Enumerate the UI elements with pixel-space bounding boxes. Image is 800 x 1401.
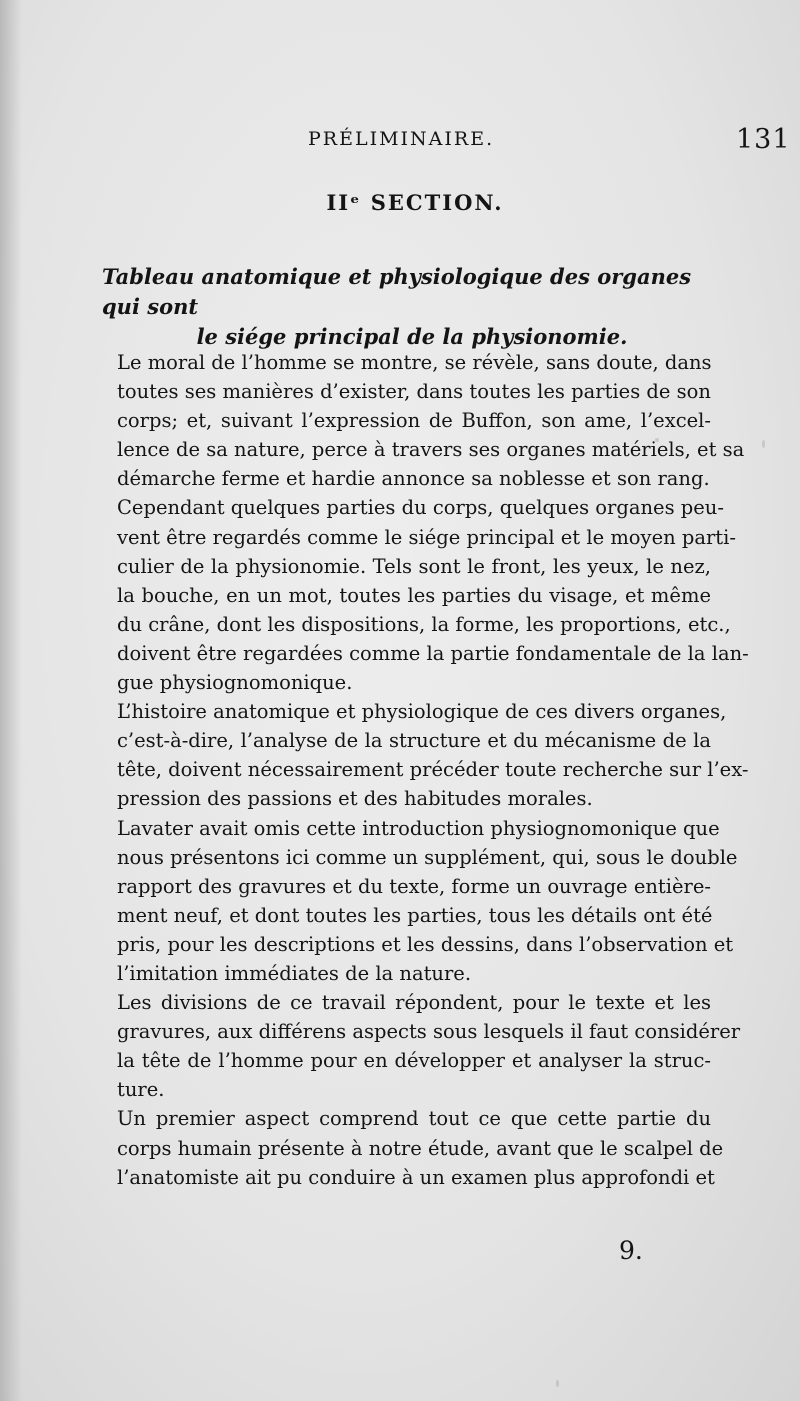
subtitle-line-1: Tableau anatomique et physiologique des organes qui sont xyxy=(102,264,692,319)
body-line: lence de sa nature, perce à travers ses organes matériels, et sa xyxy=(117,438,745,462)
body-line: ture. xyxy=(117,1078,165,1102)
body-line: doivent être regardées comme la partie fondamentale de la lan- xyxy=(117,641,749,665)
body-line: ment neuf, et dont toutes les parties, tous les détails ont été xyxy=(117,903,713,927)
body-line: vent être regardés comme le siége principal et le moyen parti- xyxy=(117,525,736,549)
body-line: gravures, aux différens aspects sous lesquels il faut considérer xyxy=(117,1020,741,1044)
body-line: pression des passions et des habitudes morales. xyxy=(117,787,593,811)
body-line: toutes ses manières d’exister, dans toutes les parties de son xyxy=(117,380,711,404)
body-line: corps humain présente à notre étude, avant que le scalpel de xyxy=(117,1136,724,1160)
body-line: Les divisions de ce travail répondent, pour le texte et les xyxy=(117,991,711,1015)
body-line: démarche ferme et hardie annonce sa noblesse et son rang. xyxy=(117,467,710,491)
body-line: tête, doivent nécessairement précéder toute recherche sur l’ex- xyxy=(117,758,749,782)
body-line: rapport des gravures et du texte, forme un ouvrage entière- xyxy=(117,874,711,898)
body-line: c’est-à-dire, l’analyse de la structure et du mécanisme de la xyxy=(117,729,711,753)
body-line: Le moral de l’homme se montre, se révèle, sans doute, dans xyxy=(117,351,712,374)
body-line: la tête de l’homme pour en développer et analyser la struc- xyxy=(117,1049,711,1073)
body-line: Cependant quelques parties du corps, quelques organes peu- xyxy=(117,496,724,520)
signature-mark: 9. xyxy=(619,1236,643,1265)
running-title: PRÉLIMINAIRE. xyxy=(308,128,495,150)
body-line: culier de la physionomie. Tels sont le front, les yeux, le nez, xyxy=(117,554,711,578)
body-text xyxy=(117,348,749,1192)
body-line: l’anatomiste ait pu conduire à un examen plus approfondi et xyxy=(117,1165,715,1189)
body-line: pris, pour les descriptions et les dessins, dans l’observation et xyxy=(117,932,734,956)
body-line: Un premier aspect comprend tout ce que cette partie du xyxy=(117,1107,711,1131)
body-line: gue physiognomonique. xyxy=(117,671,353,695)
body-line: l’imitation immédiates de la nature. xyxy=(117,961,472,985)
subtitle-line-2: le siége principal de la physionomie. xyxy=(196,324,628,349)
paper-speck xyxy=(556,1380,559,1387)
body-line: corps; et, suivant l’expression de Buffon, son ame, l’excel- xyxy=(117,409,711,433)
body-line: du crâne, dont les dispositions, la forme, les proportions, etc., xyxy=(117,612,731,636)
body-line: la bouche, en un mot, toutes les parties du visage, et même xyxy=(117,583,711,607)
body-line: L’histoire anatomique et physiologique de ces divers organes, xyxy=(117,700,727,724)
body-line: Lavater avait omis cette introduction physiognomonique que xyxy=(117,816,720,840)
paper-speck xyxy=(655,438,659,442)
paper-speck xyxy=(762,440,765,448)
body-line: nous présentons ici comme un supplément, qui, sous le double xyxy=(117,845,738,869)
running-header xyxy=(0,124,800,158)
section-subtitle xyxy=(102,262,712,352)
section-heading: IIᵉ SECTION. xyxy=(326,190,504,215)
page-number: 131 xyxy=(736,124,791,155)
